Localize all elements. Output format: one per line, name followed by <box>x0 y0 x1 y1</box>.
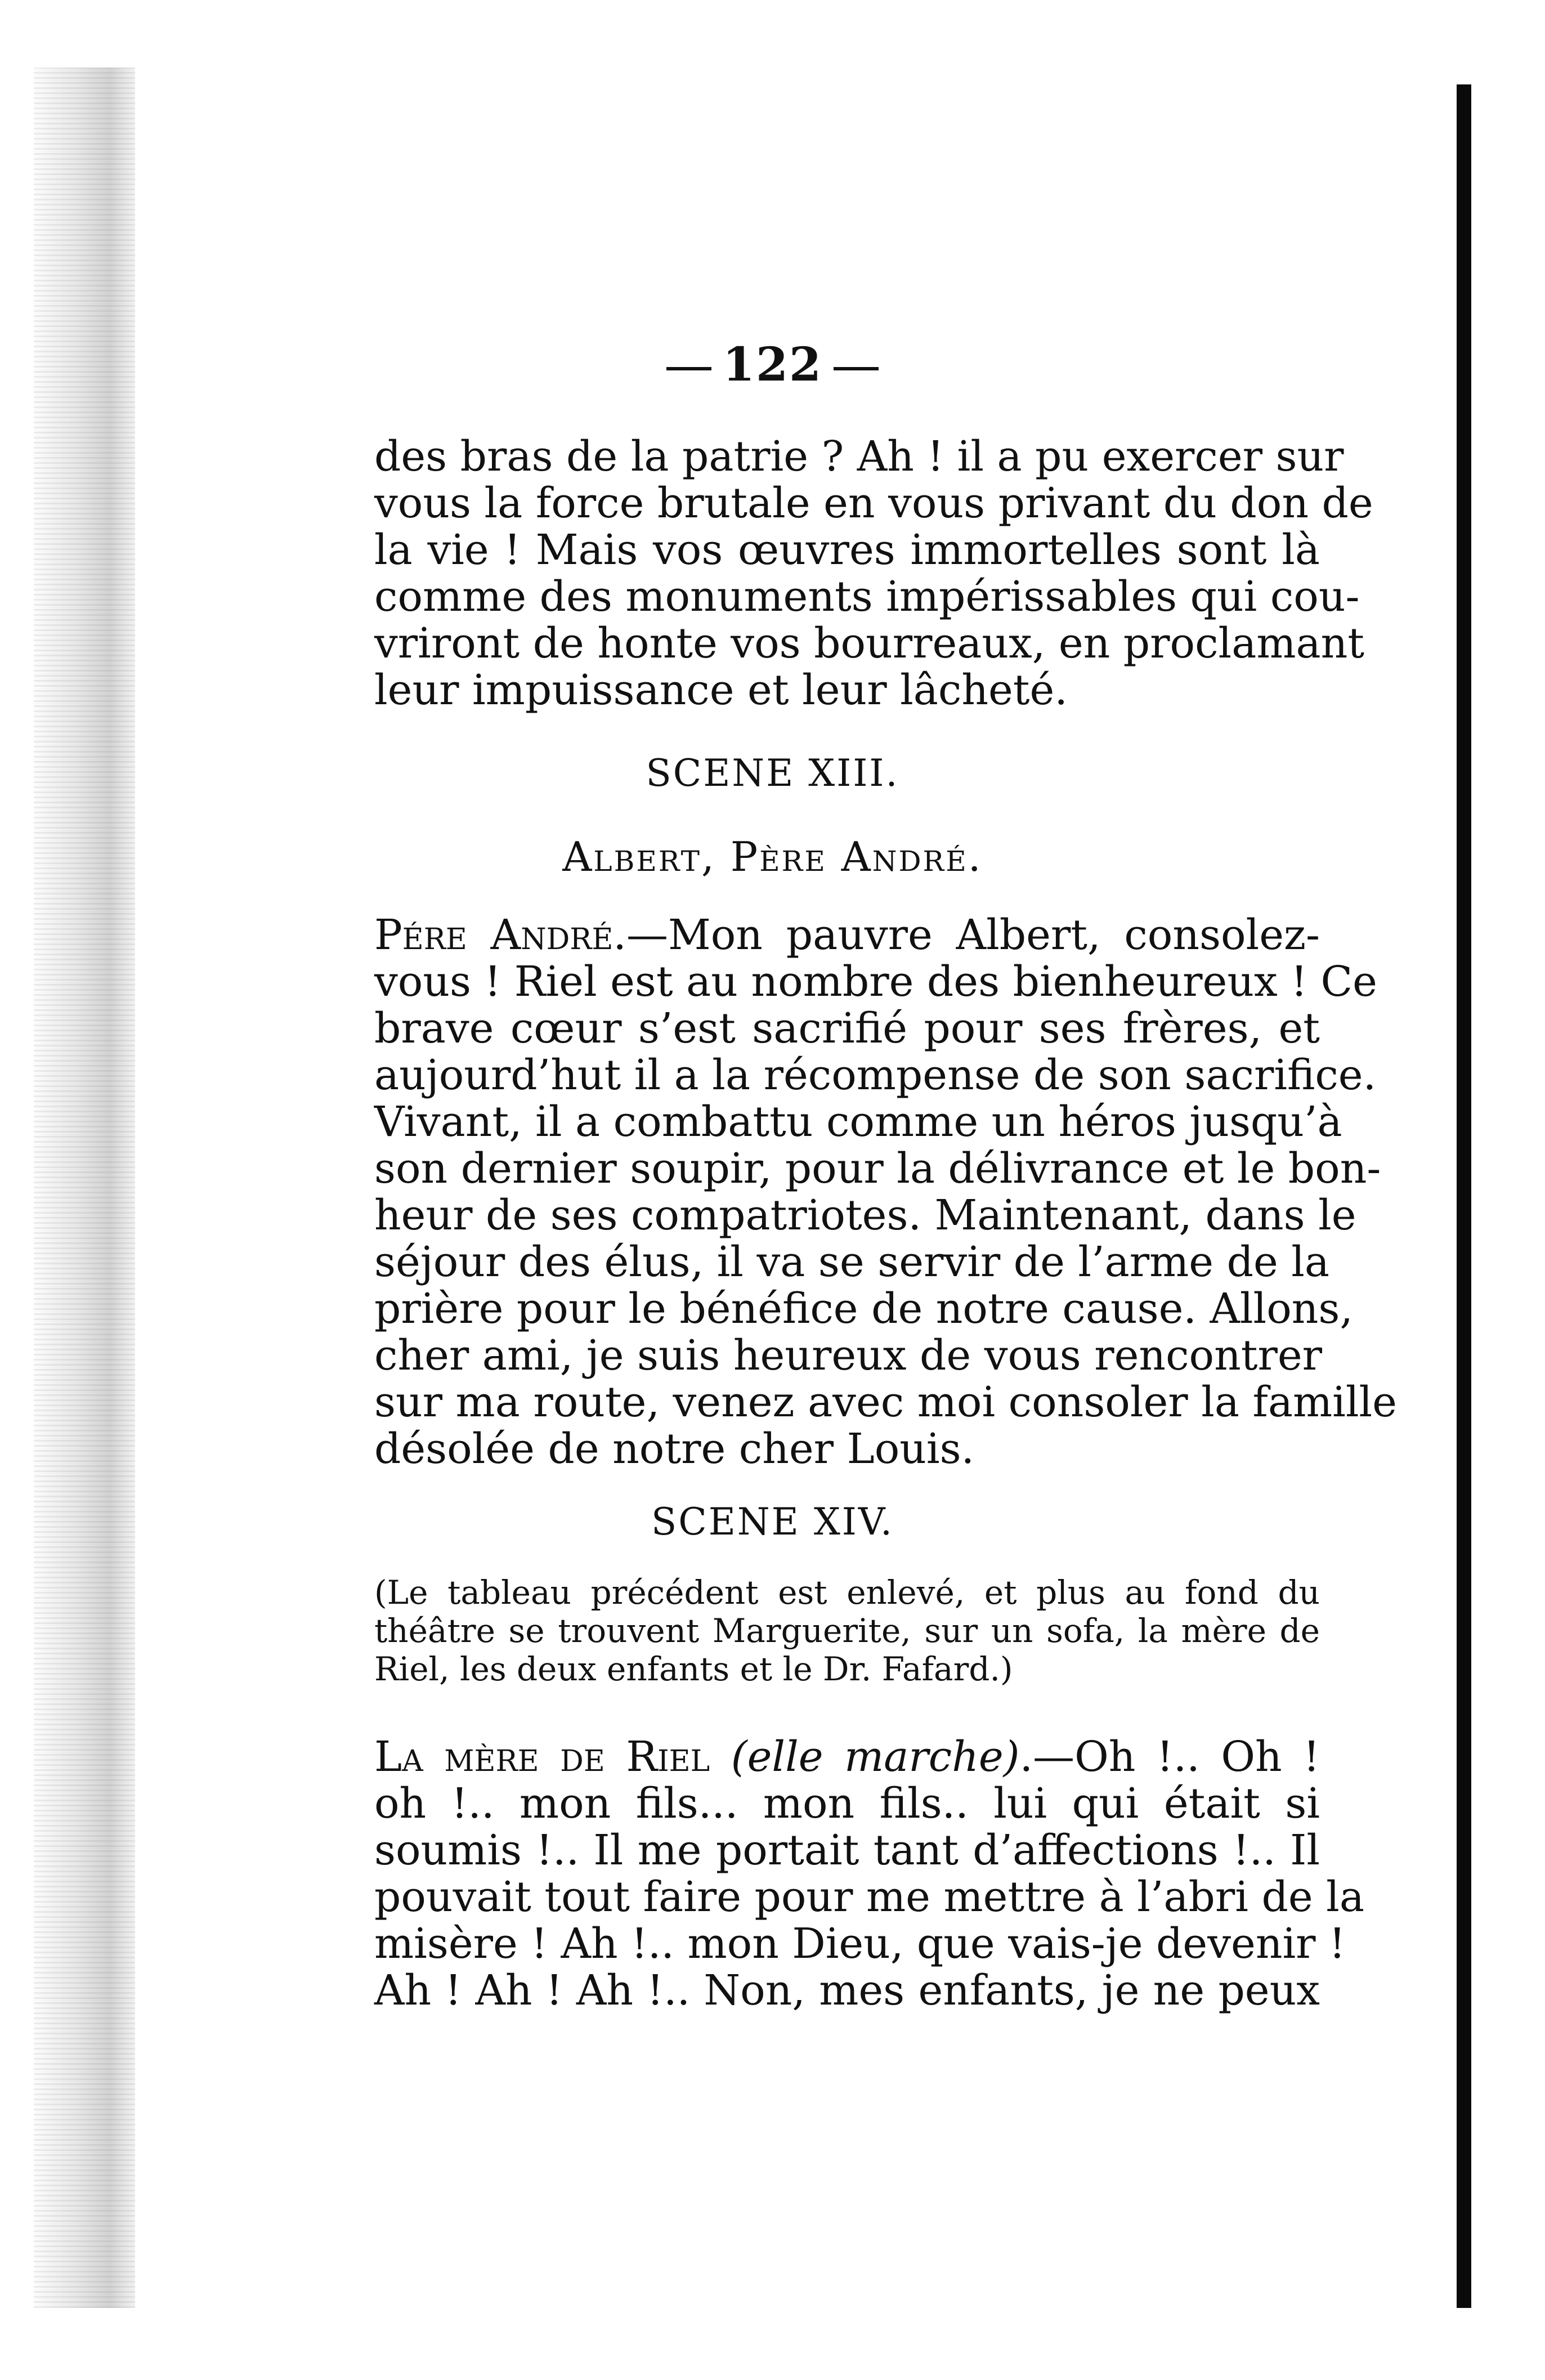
scene-14-heading: SCENE XIV. <box>651 1500 894 1544</box>
scene-14-stage-direction <box>374 1573 1320 1688</box>
opening-paragraph <box>374 432 1373 714</box>
stage-line: Riel, les deux enfants et le Dr. Fafard.) <box>374 1650 1013 1688</box>
scene-13-cast: Albert, Père André. <box>562 833 983 880</box>
scan-binding-shadow <box>34 68 135 2308</box>
speech-first-line-rest: .—Oh !.. Oh ! <box>1019 1733 1320 1781</box>
stage-line: (Le tableau précédent est enlevé, et plus au fond du <box>374 1573 1320 1612</box>
speaker-mere-de-riel: La mère de Riel <box>374 1733 710 1781</box>
text-line: heur de ses compatriotes. Maintenant, dans le <box>374 1191 1356 1240</box>
stage-line: théâtre se trouvent Marguerite, sur un sofa, la mère de <box>374 1612 1320 1650</box>
text-line: pouvait tout faire pour me mettre à l’abri de la <box>374 1873 1364 1921</box>
text-line: des bras de la patrie ? Ah ! il a pu exercer sur <box>374 432 1344 481</box>
speaker-pere-andre: Pére André. <box>374 911 626 959</box>
mere-de-riel-speech <box>374 1733 1364 2015</box>
page-number-dash-right <box>834 367 879 370</box>
text-line: désolée de notre cher Louis. <box>374 1425 975 1473</box>
speech-first-line <box>374 1734 1320 1780</box>
scene-13-heading: SCENE XIII. <box>646 751 899 795</box>
page-number-value: 122 <box>722 338 823 392</box>
text-line: soumis !.. Il me portait tant d’affections !.. Il <box>374 1826 1320 1875</box>
text-line: brave cœur s’est sacrifié pour ses frères, et <box>374 1004 1320 1053</box>
scan-edge-rule <box>1457 84 1471 2308</box>
text-line: sur ma route, venez avec moi consoler la famille <box>374 1378 1397 1426</box>
text-line: vous ! Riel est au nombre des bienheureux ! Ce <box>374 958 1377 1006</box>
text-line: aujourd’hut il a la récompense de son sacrifice. <box>374 1051 1377 1099</box>
text-line: oh !.. mon fils... mon fils.. lui qui était si <box>374 1779 1320 1828</box>
text-line: leur impuissance et leur lâcheté. <box>374 666 1068 714</box>
text-line: vous la force brutale en vous privant du don de <box>374 479 1373 527</box>
text-line: Ah ! Ah ! Ah !.. Non, mes enfants, je ne peux <box>374 1966 1320 2015</box>
text-line: misère ! Ah !.. mon Dieu, que vais-je devenir ! <box>374 1920 1346 1968</box>
text-line: Vivant, il a combattu comme un héros jusqu’à <box>374 1098 1342 1146</box>
speech-first-line <box>374 912 1320 959</box>
text-line: séjour des élus, il va se servir de l’arme de la <box>374 1238 1330 1286</box>
page-number <box>0 338 1545 392</box>
text-line: la vie ! Mais vos œuvres immortelles sont là <box>374 526 1320 574</box>
text-line: prière pour le bénéfice de notre cause. Allons, <box>374 1285 1353 1333</box>
text-line: cher ami, je suis heureux de vous rencontrer <box>374 1331 1323 1380</box>
text-line: son dernier soupir, pour la délivrance et le bon- <box>374 1144 1381 1193</box>
speaker-direction: (elle marche) <box>731 1733 1020 1781</box>
speech-first-line-rest: —Mon pauvre Albert, consolez- <box>626 911 1320 959</box>
text-line: comme des monuments impérissables qui cou- <box>374 572 1360 621</box>
pere-andre-speech <box>374 911 1397 1473</box>
page-number-dash-left <box>666 367 711 370</box>
text-line: vriront de honte vos bourreaux, en proclamant <box>374 619 1365 668</box>
